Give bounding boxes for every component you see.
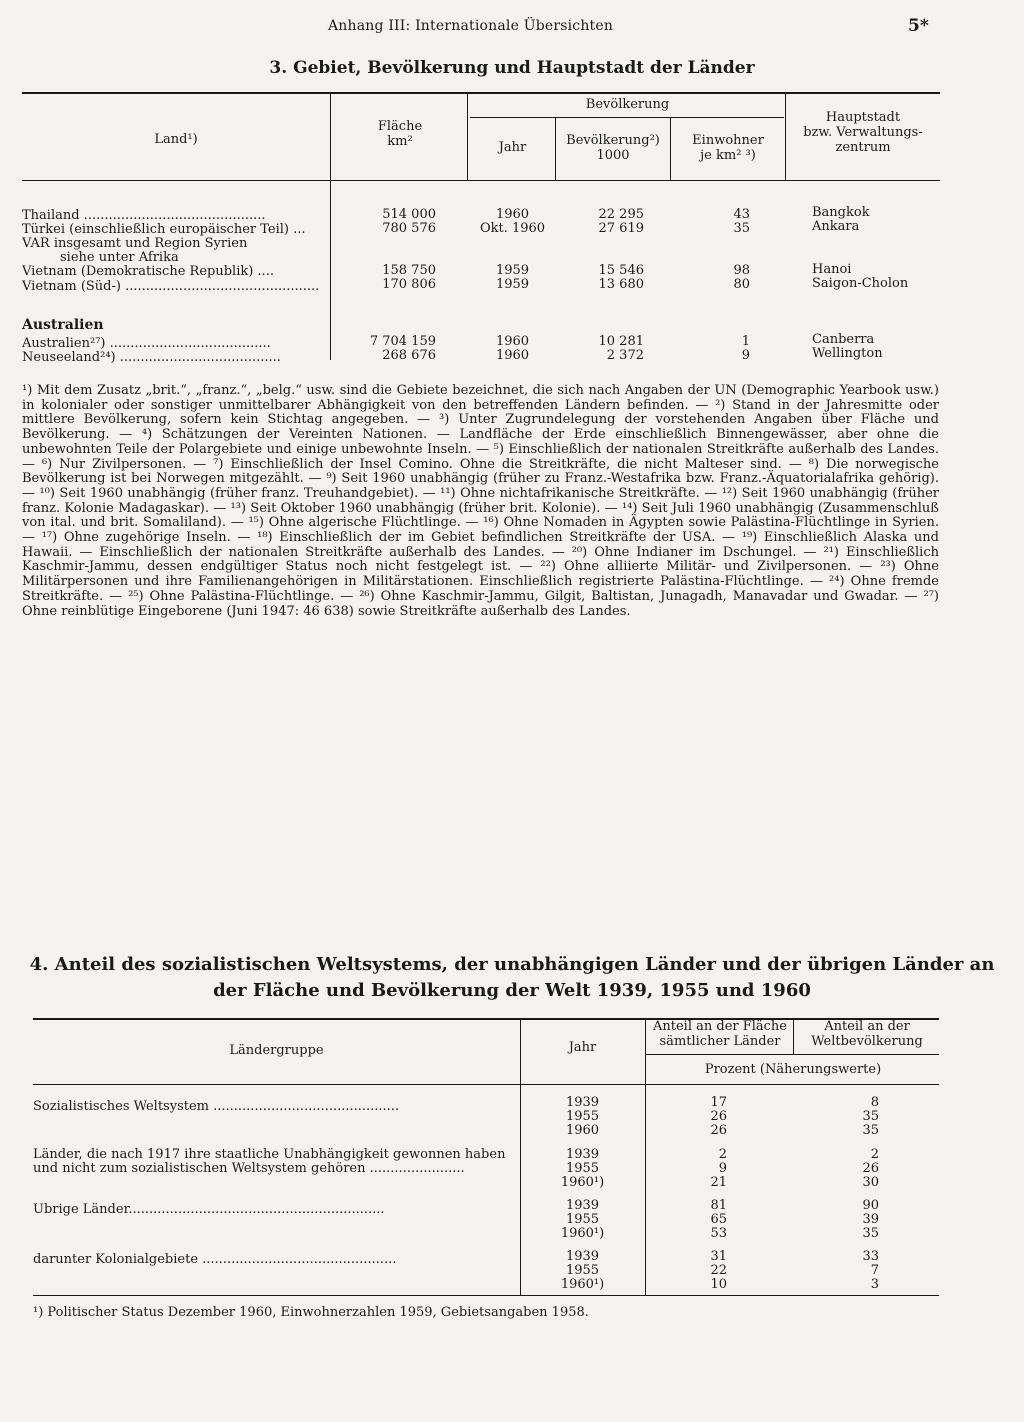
table-cell-jahr: 1960¹) [560, 1226, 605, 1241]
table-cell-hst: Canberra [812, 332, 875, 347]
table-row-land: Vietnam (Demokratische Republik) .... [22, 265, 274, 279]
table-cell-flaeche: 26 [710, 1123, 727, 1138]
table-cell-jahr: 1955 [565, 1109, 600, 1124]
col-gruppe: Ländergruppe [229, 1043, 324, 1058]
table-cell-flaeche: 31 [710, 1249, 727, 1264]
table-cell-bev: 2 372 [606, 348, 644, 363]
table-row-land: Neuseeland²⁴) ....................................... [22, 351, 281, 365]
table-cell-jahr: 1955 [565, 1212, 600, 1227]
table-cell-jahr: 1960¹) [560, 1277, 605, 1292]
table-cell-bev: 15 546 [598, 263, 644, 278]
col-bevoelkerung-group: Bevölkerung [585, 97, 670, 112]
table-cell-ew: 35 [733, 221, 750, 236]
table-cell-bev: 3 [870, 1277, 879, 1292]
table-cell-jahr: 1960 [495, 207, 530, 222]
table-cell-flaeche: 17 [710, 1095, 727, 1110]
table-cell-jahr: 1955 [565, 1161, 600, 1176]
table-cell-bev: 35 [862, 1109, 879, 1124]
table-cell-flaeche: 9 [718, 1161, 727, 1176]
col-flaeche: Fläche [377, 119, 423, 134]
table-cell-bev: 10 281 [598, 334, 644, 349]
col-bevoelkerung: Bevölkerung²) [566, 133, 660, 148]
col-anteil-flaeche: Anteil an der Fläche [652, 1019, 788, 1034]
col-flaeche-unit: km² [387, 134, 413, 149]
table-cell-bev: 27 619 [598, 221, 644, 236]
col-anteil-welt: Anteil an der [824, 1019, 910, 1034]
table-cell-jahr: 1960 [495, 334, 530, 349]
table-row-gruppe: Übrige Länder.............................................................. [33, 1203, 385, 1217]
table-cell-flaeche: 21 [710, 1175, 727, 1190]
table-cell-hst: Bangkok [812, 205, 870, 220]
col-anteil-welt-2: Weltbevölkerung [811, 1034, 923, 1049]
table-cell-jahr: 1939 [565, 1249, 600, 1264]
col-land: Land¹) [154, 132, 198, 147]
col-bevoelkerung-unit: 1000 [596, 148, 630, 163]
table-row-land-note: siehe unter Afrika [60, 251, 179, 265]
table-row-land: Vietnam (Süd-) ............................................... [22, 280, 320, 294]
table-cell-bev: 30 [862, 1175, 879, 1190]
table-cell-flaeche: 158 750 [382, 263, 436, 278]
col-hauptstadt-3: zentrum [835, 140, 891, 155]
table-cell-bev: 13 680 [598, 277, 644, 292]
table-cell-flaeche: 26 [710, 1109, 727, 1124]
table-cell-ew: 43 [733, 207, 750, 222]
col-anteil-flaeche-2: sämtlicher Länder [659, 1034, 781, 1049]
table-row-land: Australien²⁷) ....................................... [22, 337, 271, 351]
table-cell-jahr: 1959 [495, 277, 530, 292]
table-cell-bev: 33 [862, 1249, 879, 1264]
table-cell-hst: Ankara [812, 219, 860, 234]
table-cell-bev: 35 [862, 1123, 879, 1138]
col-einwohner-unit: je km² ³) [700, 148, 756, 163]
col-jahr: Jahr [498, 140, 527, 155]
table-cell-bev: 35 [862, 1226, 879, 1241]
running-title: Anhang III: Internationale Übersichten [328, 18, 614, 34]
table-cell-bev: 8 [870, 1095, 879, 1110]
col-prozent: Prozent (Näherungswerte) [704, 1062, 882, 1077]
table-cell-flaeche: 22 [710, 1263, 727, 1278]
table-cell-hst: Saigon-Cholon [812, 276, 909, 291]
table-row-gruppe: darunter Kolonialgebiete ............................................... [33, 1253, 397, 1267]
table3-footnotes: ¹) Mit dem Zusatz „brit.“, „franz.“, „belg.“ usw. sind die Gebiete bezeichnet, die sich nach Angaben der UN (Demographic Yearbook usw.) in kolonialer oder sonstiger unmittelbarer Abhängigkeit von den betreffenden Ländern befinden. — ²) Stand in der Jahresmitte oder mittlere Bevölkerung, sofern kein Stichtag angegeben. — ³) Unter Zugrundelegung der vorstehenden Angaben über Fläche und Bevölkerung. — ⁴) Schätzungen der Vereinten Nationen. — Landfläche der Erde einschließlich Binnengewässer, aber ohne die unbewohnten Teile der Polargebiete und einige unbewohnte Inseln. — ⁵) Einschließlich der nationalen Streitkräfte außerhalb des Landes. — ⁶) Nur Zivilpersonen. — ⁷) Einschließlich der Insel Comino. Ohne die Streitkräfte, die nicht Malteser sind. — ⁸) Die norwegische Bevölkerung ist bei Norwegen mitgezählt. — ⁹) Seit 1960 unabhängig (früher zu Franz.-Westafrika bzw. Franz.-Äquatorialafrika gehörig). — ¹⁰) Seit 1960 unabhängig (früher franz. Treuhandgebiet). — ¹¹) Ohne nichtafrikanische Streitkräfte. — ¹²) Seit 1960 unabhängig (früher franz. Kolonie Madagaskar). — ¹³) Seit Oktober 1960 unabhängig (früher brit. Kolonie). — ¹⁴) Seit Juli 1960 unabhängig (Zusammenschluß von ital. und brit. Somaliland). — ¹⁵) Ohne algerische Flüchtlinge. — ¹⁶) Ohne Nomaden in Ägypten sowie Palästina-Flüchtlinge in Syrien. — ¹⁷) Ohne zugehörige Inseln. — ¹⁸) Einschließlich der im Gebiet befindlichen Streitkräfte der USA. — ¹⁹) Einschließlich Alaska und Hawaii. — Einschließlich der nationalen Streitkräfte außerhalb des Landes. — ²⁰) Ohne Indianer im Dschungel. — ²¹) Einschließlich Kaschmir-Jammu, dessen endgültiger Status noch nicht festgelegt ist. — ²²) Ohne alliierte Militär- und Zivilpersonen. — ²³) Ohne Militärpersonen und ihre Familienangehörigen in Militärstationen. Einschließlich registrierte Palästina-Flüchtlinge. — ²⁴) Ohne fremde Streitkräfte. — ²⁵) Ohne Palästina-Flüchtlinge. — ²⁶) Ohne Kaschmir-Jammu, Gilgit, Baltistan, Junagadh, Manavadar und Gwadar. — ²⁷) Ohne reinblütige Eingeborene (Juni 1947: 46 638) sowie Streitkräfte außerhalb des Landes. [22, 383, 939, 619]
table-cell-jahr: 1959 [495, 263, 530, 278]
table-cell-bev: 39 [862, 1212, 879, 1227]
table-cell-bev: 26 [862, 1161, 879, 1176]
page-number: 5* [908, 16, 929, 36]
section-heading-australien: Australien [22, 318, 104, 332]
table-cell-bev: 2 [870, 1147, 879, 1162]
table-cell-jahr: 1960¹) [560, 1175, 605, 1190]
table4-title-line2: der Fläche und Bevölkerung der Welt 1939, 1955 und 1960 [213, 980, 811, 1001]
table-cell-jahr: Okt. 1960 [479, 221, 546, 236]
table4-footnote: ¹) Politischer Status Dezember 1960, Einwohnerzahlen 1959, Gebietsangaben 1958. [33, 1305, 589, 1320]
table-cell-flaeche: 65 [710, 1212, 727, 1227]
table-cell-flaeche: 2 [718, 1147, 727, 1162]
col-einwohner: Einwohner [692, 133, 764, 148]
table-cell-bev: 7 [870, 1263, 879, 1278]
table-cell-flaeche: 7 704 159 [369, 334, 436, 349]
table-cell-flaeche: 81 [710, 1198, 727, 1213]
table-cell-jahr: 1939 [565, 1095, 600, 1110]
table-cell-ew: 80 [733, 277, 750, 292]
table-cell-flaeche: 10 [710, 1277, 727, 1292]
table-cell-bev: 22 295 [598, 207, 644, 222]
table3-title: 3. Gebiet, Bevölkerung und Hauptstadt der Länder [269, 58, 755, 78]
col-hauptstadt: Hauptstadt [825, 110, 901, 125]
table-cell-flaeche: 780 576 [382, 221, 436, 236]
table-cell-jahr: 1939 [565, 1147, 600, 1162]
table-row-gruppe: Sozialistisches Weltsystem ............................................. [33, 1100, 400, 1114]
table-cell-flaeche: 268 676 [382, 348, 436, 363]
table-cell-hst: Hanoi [812, 262, 852, 277]
table-cell-jahr: 1939 [565, 1198, 600, 1213]
table-row-land: VAR insgesamt und Region Syrien [22, 237, 248, 251]
table-cell-bev: 90 [862, 1198, 879, 1213]
table-cell-jahr: 1955 [565, 1263, 600, 1278]
table-cell-hst: Wellington [812, 346, 883, 361]
table-cell-ew: 9 [741, 348, 750, 363]
table-cell-flaeche: 53 [710, 1226, 727, 1241]
table-row-land: Thailand ............................................ [22, 209, 266, 223]
table-row-land: Türkei (einschließlich europäischer Teil) ... [22, 223, 306, 237]
table-row-gruppe: Länder, die nach 1917 ihre staatliche Unabhängigkeit gewonnen haben und nicht zum sozialistischen Weltsystem gehören ....................... [33, 1147, 506, 1176]
table-cell-flaeche: 514 000 [382, 207, 436, 222]
table-cell-ew: 98 [733, 263, 750, 278]
table4-title-line1: 4. Anteil des sozialistischen Weltsystems, der unabhängigen Länder und der übrigen Länder an [29, 954, 995, 975]
table-cell-flaeche: 170 806 [382, 277, 436, 292]
table-cell-jahr: 1960 [495, 348, 530, 363]
col-jahr: Jahr [568, 1040, 597, 1055]
col-hauptstadt-2: bzw. Verwaltungs- [803, 125, 923, 140]
table-cell-ew: 1 [741, 334, 750, 349]
table-cell-jahr: 1960 [565, 1123, 600, 1138]
